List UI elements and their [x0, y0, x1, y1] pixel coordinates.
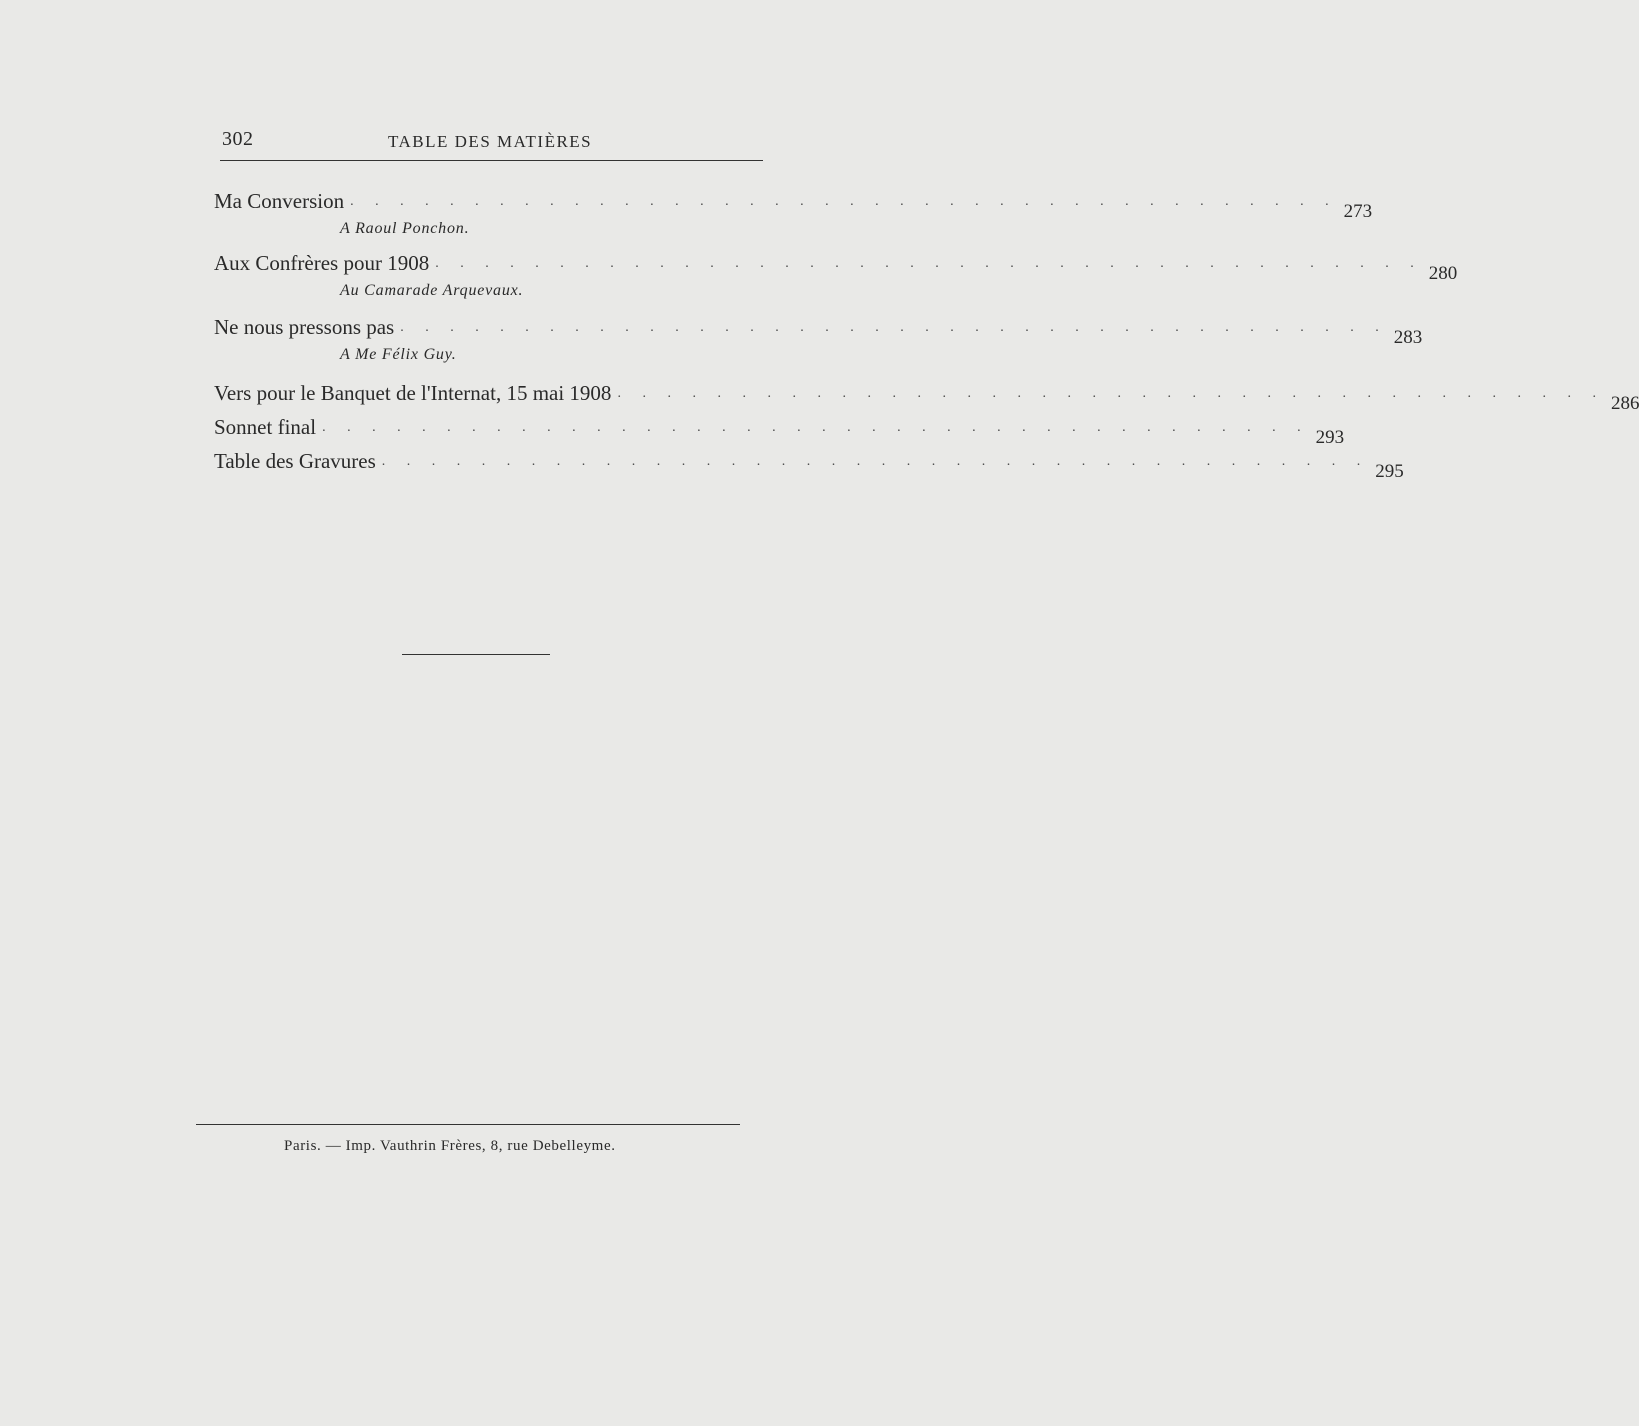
dot-leader: . . . . . . . . . . . . . . . . . . . . . . . . . . . . . . . . . . . . . . . .	[381, 454, 1370, 469]
page-header	[220, 124, 763, 154]
toc-entry-title: Aux Confrères pour 1908	[214, 251, 430, 275]
toc-entry	[214, 446, 1404, 482]
toc-entry-page: 280	[1428, 263, 1458, 284]
toc-entry-title: Ne nous pressons pas	[214, 315, 395, 339]
toc-entry-page: 295	[1375, 461, 1404, 482]
dot-leader: . . . . . . . . . . . . . . . . . . . . . . . . . . . . . . . . . . . . . . . .	[400, 320, 1388, 335]
toc-entry-dedication: A Raoul Ponchon.	[340, 220, 470, 237]
dot-leader: . . . . . . . . . . . . . . . . . . . . . . . . . . . . . . . . . . . . . . . .	[322, 420, 1310, 435]
toc-entry-page: 293	[1315, 427, 1345, 448]
printer-imprint: Paris. — Imp. Vauthrin Frères, 8, rue Debelleyme.	[284, 1138, 616, 1154]
dot-leader: . . . . . . . . . . . . . . . . . . . . . . . . . . . . . . . . . . . . . . . .	[435, 256, 1423, 271]
toc-entry-page: 273	[1343, 201, 1373, 222]
header-rule	[220, 160, 763, 161]
toc-entry	[214, 412, 1345, 448]
toc-entry-title: Ma Conversion	[214, 189, 345, 213]
toc-entry-title: Vers pour le Banquet de l'Internat, 15 mai 1908	[214, 381, 612, 405]
toc-entry-dedication: Au Camarade Arquevaux.	[340, 282, 524, 299]
toc-entry	[214, 248, 1458, 306]
toc-entry-page: 283	[1393, 327, 1423, 348]
dot-leader: . . . . . . . . . . . . . . . . . . . . . . . . . . . . . . . . . . . . . . . .	[350, 194, 1338, 209]
toc-entry	[214, 186, 1373, 244]
footer-rule	[196, 1124, 740, 1125]
table-of-contents	[214, 184, 1639, 482]
toc-entry-title: Table des Gravures	[214, 449, 376, 473]
end-rule	[402, 654, 550, 655]
dot-leader: . . . . . . . . . . . . . . . . . . . . . . . . . . . . . . . . . . . . . . . .	[617, 386, 1605, 401]
toc-entry	[214, 312, 1423, 370]
toc-entry-page: 286	[1610, 393, 1639, 414]
toc-entry	[214, 378, 1639, 414]
toc-entry-title: Sonnet final	[214, 415, 317, 439]
toc-entry-dedication: A Me Félix Guy.	[340, 346, 457, 363]
running-title: TABLE DES MATIÈRES	[388, 132, 593, 151]
page-number: 302	[222, 128, 254, 150]
